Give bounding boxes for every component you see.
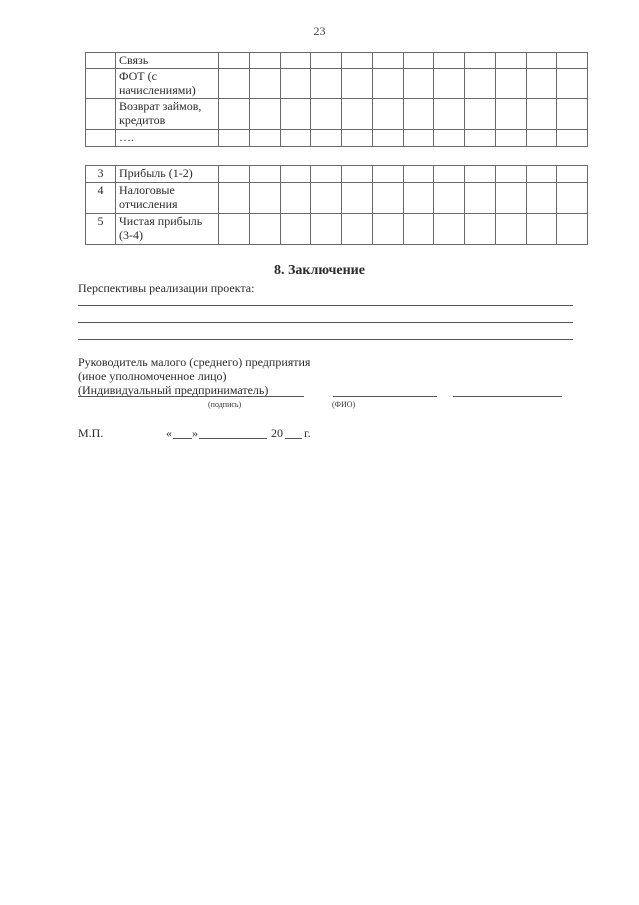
empty-cell	[280, 130, 311, 147]
year-suffix: г.	[304, 426, 311, 440]
empty-cell	[219, 166, 250, 183]
row-number	[86, 69, 116, 99]
empty-cell	[219, 53, 250, 69]
row-number	[86, 99, 116, 130]
section-title: 8. Заключение	[274, 263, 365, 278]
empty-cell	[249, 69, 280, 99]
empty-cell	[249, 166, 280, 183]
empty-cell	[526, 99, 557, 130]
empty-cell	[280, 69, 311, 99]
empty-cell	[495, 183, 526, 214]
empty-cell	[403, 166, 434, 183]
empty-cell	[280, 166, 311, 183]
empty-cell	[557, 166, 588, 183]
empty-cell	[403, 214, 434, 245]
empty-cell	[219, 69, 250, 99]
row-number	[86, 130, 116, 147]
table-row	[86, 69, 588, 99]
empty-cell	[495, 214, 526, 245]
profit-table	[85, 165, 588, 245]
empty-cell	[342, 69, 373, 99]
table-row	[86, 53, 588, 69]
empty-cell	[372, 69, 403, 99]
year-line	[285, 438, 302, 439]
row-label: Прибыль (1-2)	[116, 166, 219, 183]
empty-cell	[372, 130, 403, 147]
empty-cell	[434, 183, 465, 214]
empty-cell	[219, 99, 250, 130]
empty-cell	[403, 130, 434, 147]
empty-cell	[372, 53, 403, 69]
empty-cell	[249, 53, 280, 69]
empty-cell	[465, 166, 496, 183]
table-row	[86, 99, 588, 130]
table-row	[86, 166, 588, 183]
row-number: 3	[86, 166, 116, 183]
empty-cell	[342, 99, 373, 130]
empty-cell	[557, 183, 588, 214]
empty-cell	[311, 214, 342, 245]
fio-line	[453, 396, 562, 397]
signature-line	[333, 396, 437, 397]
empty-cell	[342, 53, 373, 69]
empty-cell	[495, 69, 526, 99]
empty-cell	[526, 166, 557, 183]
empty-cell	[465, 130, 496, 147]
empty-cell	[495, 99, 526, 130]
empty-cell	[311, 99, 342, 130]
empty-cell	[526, 69, 557, 99]
day-line	[173, 438, 192, 439]
empty-cell	[434, 130, 465, 147]
empty-cell	[434, 69, 465, 99]
expenses-table	[85, 52, 588, 147]
empty-cell	[465, 99, 496, 130]
empty-cell	[249, 214, 280, 245]
empty-cell	[372, 183, 403, 214]
row-number: 4	[86, 183, 116, 214]
empty-cell	[434, 99, 465, 130]
empty-cell	[372, 166, 403, 183]
empty-cell	[557, 99, 588, 130]
row-label: Налоговые отчисления	[116, 183, 219, 214]
empty-cell	[495, 53, 526, 69]
empty-cell	[249, 183, 280, 214]
empty-cell	[311, 69, 342, 99]
empty-cell	[219, 183, 250, 214]
empty-cell	[465, 69, 496, 99]
empty-cell	[403, 69, 434, 99]
empty-cell	[403, 183, 434, 214]
table-row	[86, 130, 588, 147]
signatory-underline	[78, 396, 304, 397]
empty-cell	[311, 53, 342, 69]
row-number	[86, 53, 116, 69]
empty-cell	[311, 183, 342, 214]
date-close-quote: »	[192, 426, 198, 440]
empty-cell	[403, 53, 434, 69]
empty-cell	[280, 53, 311, 69]
signatory-ip: (Индивидуальный предприниматель)	[78, 383, 269, 397]
empty-cell	[249, 99, 280, 130]
empty-cell	[465, 214, 496, 245]
date-open-quote: «	[166, 426, 172, 440]
fio-label: (ФИО)	[332, 400, 356, 409]
empty-cell	[280, 99, 311, 130]
empty-cell	[280, 214, 311, 245]
empty-cell	[434, 53, 465, 69]
conclusion-line	[78, 339, 573, 340]
signature-label: (подпись)	[208, 400, 242, 409]
signatory-alt: (иное уполномоченное лицо)	[78, 369, 227, 383]
conclusion-line	[78, 322, 573, 323]
row-number: 5	[86, 214, 116, 245]
row-label: ….	[116, 130, 219, 147]
empty-cell	[372, 214, 403, 245]
empty-cell	[557, 214, 588, 245]
empty-cell	[526, 183, 557, 214]
empty-cell	[342, 130, 373, 147]
empty-cell	[311, 166, 342, 183]
empty-cell	[526, 53, 557, 69]
empty-cell	[342, 183, 373, 214]
row-label: Чистая прибыль (3-4)	[116, 214, 219, 245]
empty-cell	[557, 53, 588, 69]
empty-cell	[557, 69, 588, 99]
empty-cell	[557, 130, 588, 147]
empty-cell	[280, 183, 311, 214]
empty-cell	[311, 130, 342, 147]
empty-cell	[526, 130, 557, 147]
empty-cell	[219, 130, 250, 147]
empty-cell	[372, 99, 403, 130]
table-row	[86, 214, 588, 245]
empty-cell	[249, 130, 280, 147]
row-label: ФОТ (с начислениями)	[116, 69, 219, 99]
year-prefix: 20	[271, 426, 283, 440]
table-row	[86, 183, 588, 214]
empty-cell	[495, 130, 526, 147]
row-label: Возврат займов, кредитов	[116, 99, 219, 130]
empty-cell	[495, 166, 526, 183]
empty-cell	[342, 166, 373, 183]
empty-cell	[219, 214, 250, 245]
row-label: Связь	[116, 53, 219, 69]
page-number: 23	[313, 24, 326, 38]
conclusion-prompt: Перспективы реализации проекта:	[78, 281, 255, 295]
empty-cell	[342, 214, 373, 245]
conclusion-line	[78, 305, 573, 306]
empty-cell	[465, 183, 496, 214]
signatory-title: Руководитель малого (среднего) предприятия	[78, 355, 311, 369]
empty-cell	[403, 99, 434, 130]
empty-cell	[434, 166, 465, 183]
empty-cell	[465, 53, 496, 69]
empty-cell	[434, 214, 465, 245]
month-line	[199, 438, 267, 439]
stamp-mark: М.П.	[78, 426, 104, 440]
empty-cell	[526, 214, 557, 245]
